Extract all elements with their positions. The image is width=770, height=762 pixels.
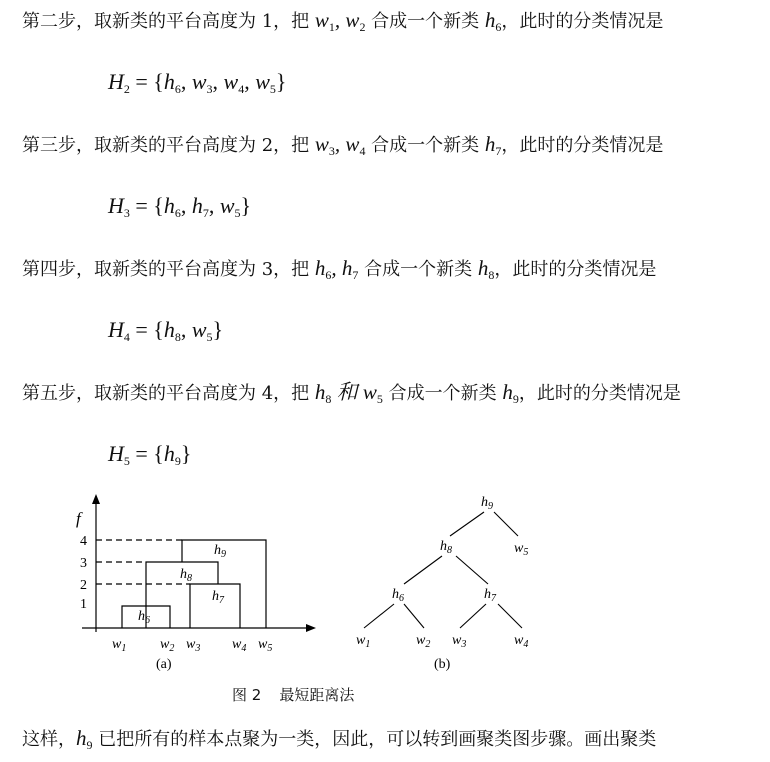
box-label-h6: $h_6$ (138, 609, 150, 626)
merge-symbols: $w_1$, $w_2$ (314, 8, 366, 34)
conclusion-text: 这样，$h_9$ 已把所有的样本点聚为一类，因此，可以转到画聚类图步骤。画出聚类 (22, 726, 657, 752)
sublabel-a: (a) (156, 657, 172, 672)
tick-label-1: 1 (80, 597, 87, 612)
caption-text: 最短距离法 (279, 686, 355, 704)
panel-a (82, 494, 316, 632)
formula-h3: $H_3 = \{h_6$, $h_7$, $w_5$} (108, 193, 252, 220)
edge-h6-w2 (404, 604, 424, 628)
box-label-h7: $h_7$ (212, 589, 224, 606)
axis-label-f: f (76, 509, 81, 528)
step-5-text: 第五步，取新类的平台高度为 4，把 $h_8$ 和 $w_5$ 合成一个新类 $h_9$，此时的分类情况是 (22, 380, 681, 406)
edge-h9-h8 (450, 512, 484, 536)
edge-h7-w4 (498, 604, 522, 628)
sublabel-b: (b) (434, 657, 451, 672)
step-4-text: 第四步，取新类的平台高度为 3，把 $h_6$, $h_7$ 合成一个新类 $h_8$，此时的分类情况是 (22, 256, 657, 282)
tick-label-2: 2 (80, 578, 87, 593)
node-h9: $h_9$ (481, 495, 493, 512)
edge-h7-w3 (460, 604, 486, 628)
formula-h5: $H_5 = \{h_9\}$ (108, 441, 192, 468)
formula-h2: $H_2 = \{h_6$, $w_3$, $w_4$, $w_5$} (108, 69, 287, 96)
merge-symbols: $h_8$ 和 $w_5$ (314, 380, 383, 406)
edge-h8-h6 (404, 556, 442, 584)
caption-number: 图 2 (232, 686, 262, 704)
panel-b-labels (356, 495, 528, 672)
node-w1: $w_1$ (356, 633, 371, 650)
figure-2 (0, 488, 770, 688)
x-label-w5: $w_5$ (258, 637, 273, 654)
merge-symbols: $h_6$, $h_7$ (314, 256, 359, 282)
merge-symbols: $w_3$, $w_4$ (314, 132, 366, 158)
step-2-text: 第二步，取新类的平台高度为 1，把 $w_1$, $w_2$ 合成一个新类 $h_6$，此时的分类情况是 (22, 8, 664, 34)
node-h6: $h_6$ (392, 587, 404, 604)
new-class-symbol: $h_7$ (484, 132, 502, 158)
step-3-text: 第三步，取新类的平台高度为 2，把 $w_3$, $w_4$ 合成一个新类 $h_7$，此时的分类情况是 (22, 132, 664, 158)
x-label-w2: $w_2$ (160, 637, 175, 654)
panel-a-labels (76, 509, 272, 672)
figure-caption (232, 684, 354, 705)
node-w3: $w_3$ (452, 633, 467, 650)
box-label-h8: $h_8$ (180, 567, 192, 584)
y-axis-arrow (92, 494, 100, 504)
formula-h4: $H_4 = \{h_8$, $w_5$} (108, 317, 224, 344)
box-label-h9: $h_9$ (214, 543, 226, 560)
tick-label-3: 3 (80, 556, 87, 571)
edge-h9-w5 (494, 512, 518, 536)
x-label-w3: $w_3$ (186, 637, 201, 654)
node-w2: $w_2$ (416, 633, 431, 650)
new-class-symbol: $h_6$ (484, 8, 502, 34)
new-class-symbol: $h_8$ (477, 256, 495, 282)
node-w5: $w_5$ (514, 541, 529, 558)
x-label-w4: $w_4$ (232, 637, 247, 654)
node-h7: $h_7$ (484, 587, 496, 604)
x-label-w1: $w_1$ (112, 637, 127, 654)
new-class-symbol: $h_9$ (502, 380, 519, 406)
clustering-figure (0, 488, 770, 688)
edge-h6-w1 (364, 604, 394, 628)
tick-label-4: 4 (80, 534, 87, 549)
edge-h8-h7 (456, 556, 488, 584)
h9-symbol: $h_9$ (76, 726, 93, 752)
node-w4: $w_4$ (514, 633, 529, 650)
x-axis-arrow (306, 624, 316, 632)
node-h8: $h_8$ (440, 539, 452, 556)
panel-b (364, 512, 522, 628)
